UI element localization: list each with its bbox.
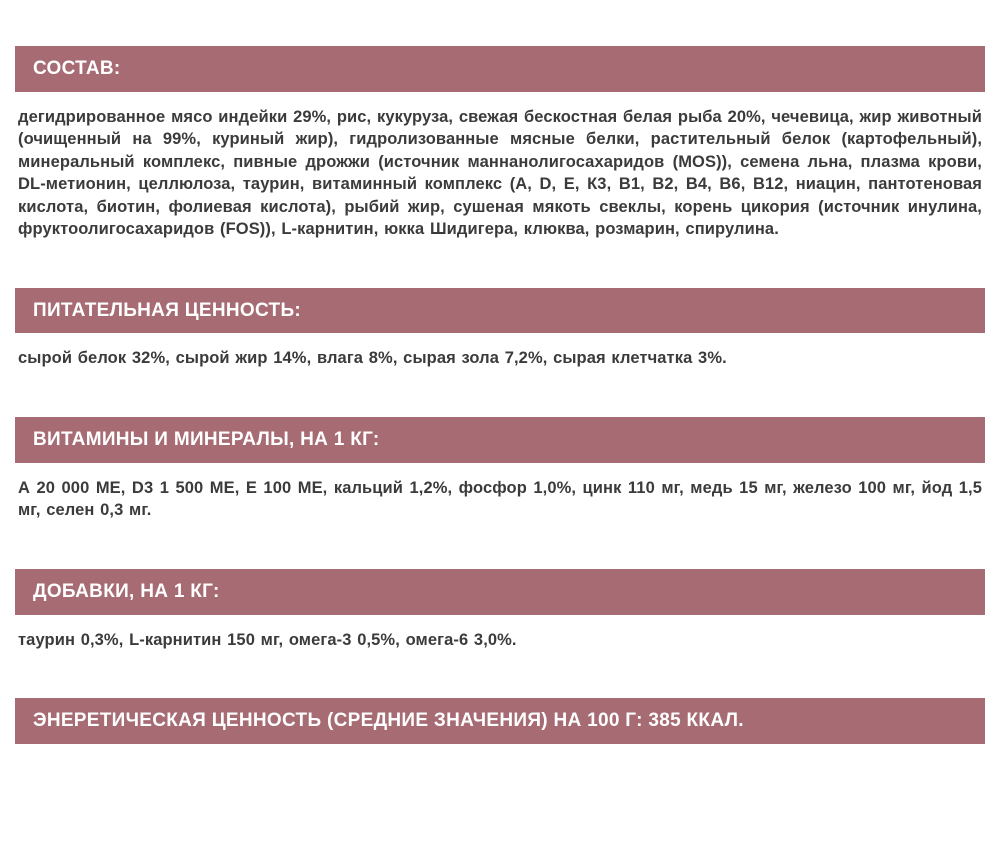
section-composition-title: СОСТАВ:	[33, 58, 121, 79]
section-additives-header	[15, 569, 985, 615]
section-vitamins-minerals	[15, 417, 985, 522]
section-vitamins-minerals-title: ВИТАМИНЫ И МИНЕРАЛЫ, НА 1 КГ:	[33, 428, 380, 450]
section-vitamins-minerals-body: А 20 000 МЕ, D3 1 500 МЕ, Е 100 МЕ, кальций 1,2%, фосфор 1,0%, цинк 110 мг, медь 15 мг, железо 100 мг, йод 1,5 мг, селен 0,3 мг.	[18, 478, 982, 520]
section-vitamins-minerals-header	[15, 417, 985, 463]
section-additives	[15, 569, 985, 651]
section-composition-body: дегидрированное мясо индейки 29%, рис, кукуруза, свежая бескостная белая рыба 20%, чечевица, жир животный (очищенный на 99%, куриный жир), гидролизованные мясные белки, растительный белок (картофельный), минеральный комплекс, пивные дрожжи (источник маннанолигосахаридов (MOS)), семена льна, плазма крови, DL-метионин, целлюлоза, таурин, витаминный комплекс (А, D, Е, К3, В1, В2, В4, В6, В12, ниацин, пантотеновая кислота, биотин, фолиевая кислота), рыбий жир, сушеная мякоть свеклы, корень цикория (источник инулина, фруктоолигосахаридов (FOS)), L-карнитин, юкка Шидигера, клюква, розмарин, спирулина.	[18, 107, 982, 239]
section-additives-title: ДОБАВКИ, НА 1 КГ:	[33, 580, 220, 602]
section-additives-body: таурин 0,3%, L-карнитин 150 мг, омега-3 0,5%, омега-6 3,0%.	[18, 630, 517, 649]
section-composition	[15, 46, 985, 241]
section-nutritional-value-header	[15, 288, 985, 334]
section-composition-header	[15, 46, 985, 92]
energy-value-bar	[15, 698, 985, 744]
energy-value-amount: 385 ККАЛ.	[648, 709, 744, 731]
section-nutritional-value-body: сырой белок 32%, сырой жир 14%, влага 8%, сырая зола 7,2%, сырая клетчатка 3%.	[18, 349, 727, 368]
section-nutritional-value-title: ПИТАТЕЛЬНАЯ ЦЕННОСТЬ:	[33, 299, 302, 321]
energy-value-label: ЭНЕРЕТИЧЕСКАЯ ЦЕННОСТЬ (СРЕДНИЕ ЗНАЧЕНИЯ) НА 100 Г:	[33, 709, 643, 731]
section-nutritional-value	[15, 288, 985, 370]
